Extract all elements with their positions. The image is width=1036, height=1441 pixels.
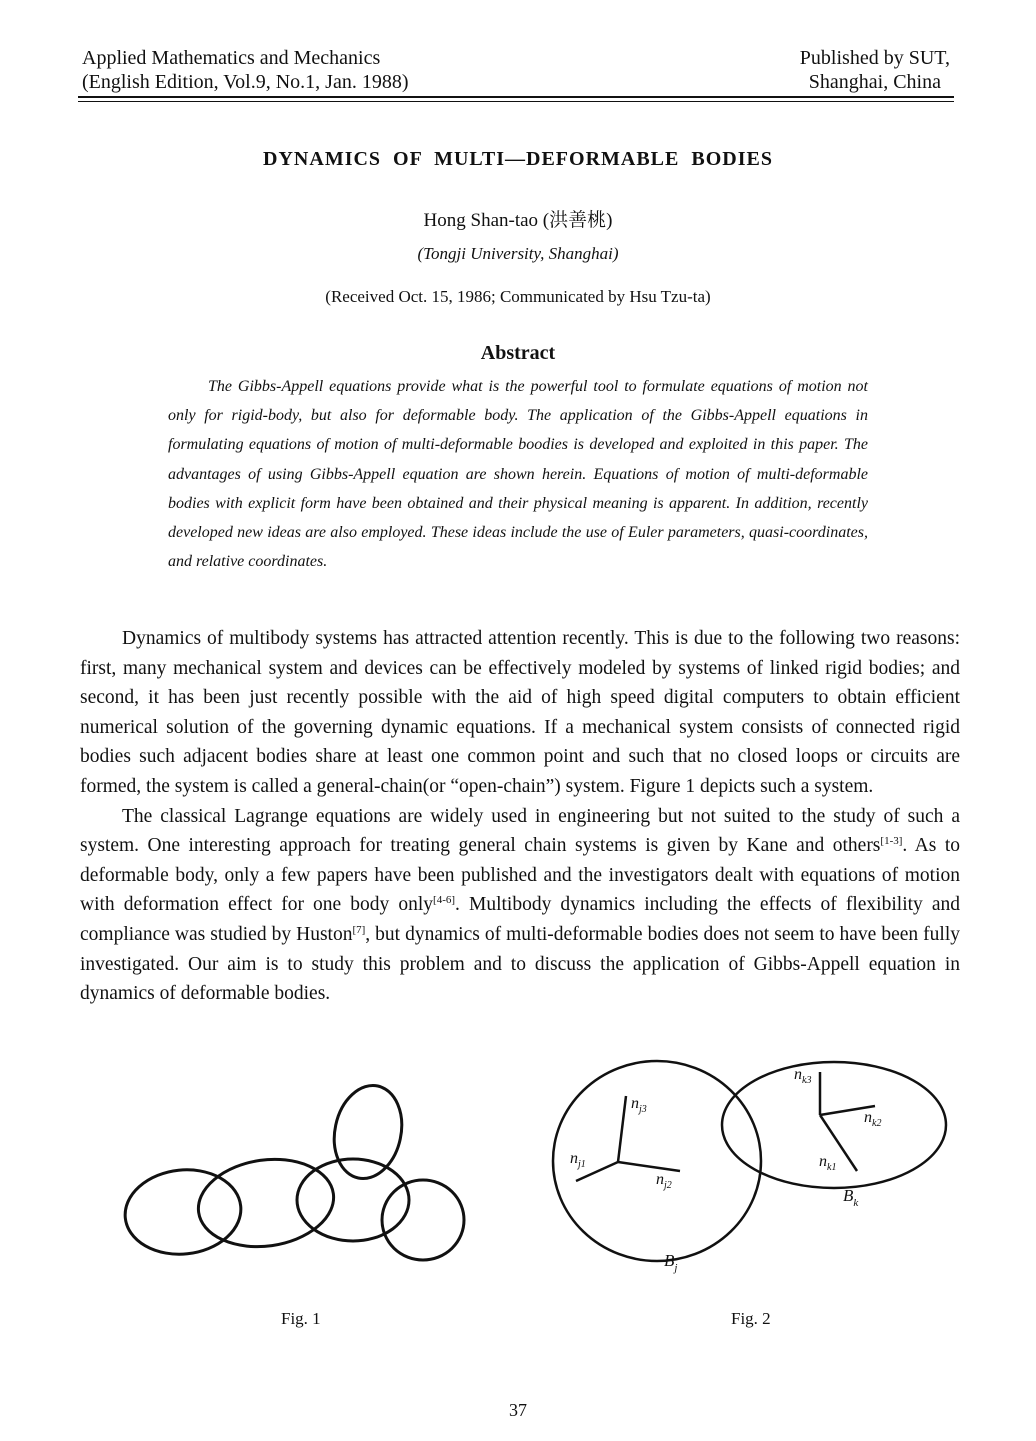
citation-7: [7] xyxy=(352,923,366,936)
figure-1-caption: Fig. 1 xyxy=(281,1309,321,1328)
paragraph-2-part-d: , but dynamics of multi-deformable bodies does not seem to have been fully investigated. Our aim is to study this problem and to discuss the application of Gibbs-Appell equation in dynamics of deformable bodies. xyxy=(80,923,960,1005)
affiliation: (Tongji University, Shanghai) xyxy=(417,244,619,263)
paragraph-1: Dynamics of multibody systems has attracted attention recently. This is due to the following two reasons: first, many mechanical system and devices can be effectively modeled by systems of linked rigid bodies; and second, it has been just recently possible with the aid of high speed digital computers to obtain efficient numerical solution of the governing dynamic equations. If a mechanical system consists of connected rigid bodies such adjacent bodies share at least one common point and such that no closed loops or circuits are formed, the system is called a general-chain(or “open-chain”) system. Figure 1 depicts such a system. xyxy=(80,628,960,797)
abstract-text: The Gibbs-Appell equations provide what is the powerful tool to formulate equations of motion not only for rigid-body, but also for deformable body. The application of the Gibbs-Appell equations in formulating equations of motion of multi-deformable boodies is developed and exploited in this paper. The advantages of using Gibbs-Appell equation are shown herein. Equations of motion of multi-deformable bodies with explicit form have been obtained and their physical meaning is apparent. In addition, recently developed new ideas are also employed. These ideas include the use of Euler parameters, quasi-coordinates, and relative coordinates. xyxy=(168,378,868,571)
label-nj2: $n_{j2}$ xyxy=(656,1171,672,1191)
journal-name: Applied Mathematics and Mechanics xyxy=(82,47,381,69)
axis-nj2 xyxy=(618,1162,680,1171)
citation-4-6: [4-6] xyxy=(433,894,456,907)
article-title: DYNAMICS OF MULTI—DEFORMABLE BODIES xyxy=(263,148,773,170)
label-bj: $B_j$ xyxy=(664,1251,678,1274)
paragraph-2-part-a: The classical Lagrange equations are widely used in engineering but not suited to the study of such a system. One interesting approach for treating general chain systems is given by Kane and others xyxy=(80,805,960,857)
label-nk2: $n_{k2}$ xyxy=(864,1109,882,1129)
chain-link-2 xyxy=(193,1151,340,1255)
header-rule-thick xyxy=(78,96,954,98)
chain-link-3 xyxy=(297,1159,409,1241)
citation-1-3: [1-3] xyxy=(880,835,903,848)
publisher: Published by SUT, xyxy=(799,47,950,69)
journal-issue: (English Edition, Vol.9, No.1, Jan. 1988) xyxy=(82,71,409,93)
publisher-location: Shanghai, China xyxy=(808,71,941,93)
paragraph-2-part-b: . As to deformable body, only a few papers have been published and the investigators dealt with equations of motion with deformation effect for one body only xyxy=(80,835,960,916)
chain-link-4 xyxy=(326,1079,410,1185)
label-nk1: $n_{k1}$ xyxy=(819,1153,837,1173)
chain-link-5 xyxy=(382,1180,464,1260)
received-note: (Received Oct. 15, 1986; Communicated by Hsu Tzu-ta) xyxy=(325,287,711,306)
paragraph-2 xyxy=(80,802,960,1009)
abstract-heading: Abstract xyxy=(480,342,556,364)
running-header-left xyxy=(82,46,408,94)
paragraph-2-part-c: . Multibody dynamics including the effects of flexibility and compliance was studied by Huston xyxy=(80,894,961,945)
chain-link-1 xyxy=(121,1164,245,1260)
figure-2-bodies xyxy=(553,1061,946,1261)
figure-2-caption: Fig. 2 xyxy=(731,1309,771,1328)
figure-1-chain xyxy=(121,1079,464,1260)
running-header-right xyxy=(800,46,950,94)
label-nk3: $n_{k3}$ xyxy=(794,1066,812,1086)
figure-2-labels xyxy=(570,1066,881,1274)
author: Hong Shan-tao (洪善桃) xyxy=(423,210,613,231)
figures xyxy=(0,1050,1036,1290)
header-rule-thin xyxy=(78,101,954,102)
body-text xyxy=(80,624,960,1009)
label-nj3: $n_{j3}$ xyxy=(631,1095,647,1115)
label-nj1: $n_{j1}$ xyxy=(570,1150,586,1170)
page-number: 37 xyxy=(509,1400,527,1420)
axis-nj3 xyxy=(618,1096,626,1162)
label-bk: $B_k$ xyxy=(843,1186,859,1209)
